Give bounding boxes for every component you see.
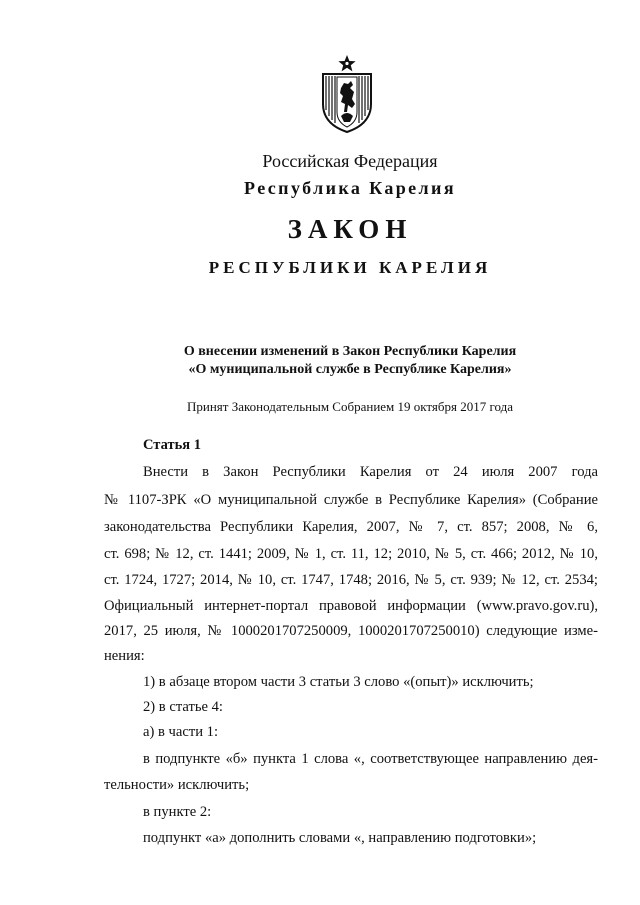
article-heading: Статья 1 (143, 437, 201, 453)
article-text-line: Официальный интернет-портал правовой информации (www.pravo.gov.ru), (104, 598, 598, 614)
law-title-line: О внесении изменений в Закон Республики Карелия (183, 344, 517, 359)
article-text-line: ст. 1724, 1727; 2014, № 10, ст. 1747, 1748; 2016, № 5, ст. 939; № 12, ст. 2534; (104, 572, 598, 588)
law-title-line: «О муниципальной службе в Республике Карелия» (188, 362, 512, 377)
article-text-line: подпункт «а» дополнить словами «, направлению подготовки»; (143, 830, 537, 846)
article-text-line: ст. 698; № 12, ст. 1441; 2009, № 1, ст. 11, 12; 2010, № 5, ст. 466; 2012, № 10, (104, 546, 598, 562)
article-text-line: тельности» исключить; (104, 777, 250, 793)
article-text-line: в подпункте «б» пункта 1 слова «, соответствующее направлению дея- (143, 751, 598, 767)
issuing-body-heading: РЕСПУБЛИКИ КАРЕЛИЯ (208, 258, 492, 277)
adoption-note: Принят Законодательным Собранием 19 октября 2017 года (186, 399, 514, 414)
article-text-line: Внести в Закон Республики Карелия от 24 июля 2007 года (143, 464, 598, 480)
karelia-coat-of-arms-icon (317, 52, 377, 134)
law-title (30, 343, 640, 379)
article-text-line: а) в части 1: (143, 724, 219, 740)
article-text-line: 1) в абзаце втором части 3 статьи 3 слово «(опыт)» исключить; (143, 674, 534, 690)
article-text-line: 2017, 25 июля, № 1000201707250009, 1000201707250010) следующие изме- (104, 623, 598, 639)
article-text-line: нения: (104, 648, 145, 664)
article-text-line: № 1107-ЗРК «О муниципальной службе в Республике Карелия» (Собрание (104, 492, 598, 508)
article-text-line: законодательства Республики Карелия, 2007, № 7, ст. 857; 2008, № 6, (104, 519, 598, 535)
country-name: Российская Федерация (262, 151, 438, 171)
article-text-line: 2) в статье 4: (143, 699, 223, 715)
document-type-heading: ЗАКОН (287, 214, 413, 244)
article-text-line: в пункте 2: (143, 804, 212, 820)
republic-name: Республика Карелия (244, 178, 456, 198)
